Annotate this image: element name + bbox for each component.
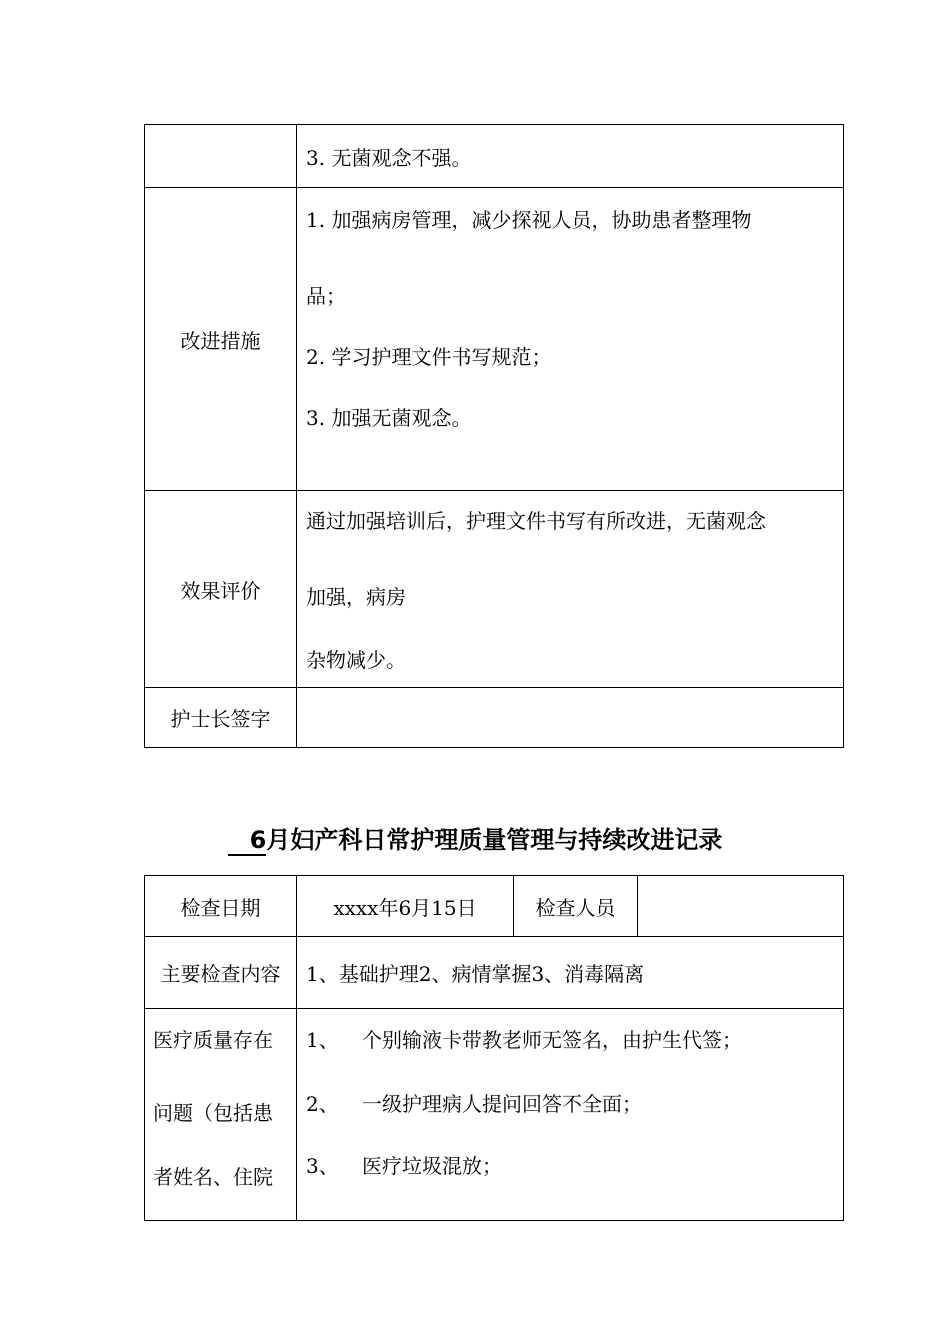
- evaluation-cell: [297, 491, 844, 688]
- title-text: 月妇产科日常护理质量管理与持续改进记录: [266, 826, 723, 854]
- problem-row-1: [306, 1024, 742, 1053]
- record-title: [0, 820, 950, 856]
- records-table-continued: [144, 124, 844, 748]
- evaluation-label: 效果评价: [145, 491, 297, 688]
- content-label: 主要检查内容: [145, 937, 297, 1009]
- measures-line-2: 品；: [306, 284, 346, 308]
- problem-text-1: 个别输液卡带教老师无签名，由护生代签；: [362, 1028, 742, 1052]
- measures-line-3: 2. 学习护理文件书写规范；: [306, 345, 552, 369]
- problem-row-2: [306, 1088, 642, 1117]
- problem-item-3: 3. 无菌观念不强。: [297, 125, 844, 188]
- problem-text-2: 一级护理病人提问回答不全面；: [362, 1092, 642, 1116]
- evaluation-line-1: 通过加强培训后，护理文件书写有所改进，无菌观念: [306, 509, 766, 533]
- row-label-empty: [145, 125, 297, 188]
- date-label: 检查日期: [145, 876, 297, 937]
- problems-label-cell: [145, 1009, 297, 1221]
- problem-text-3: 医疗垃圾混放；: [362, 1154, 502, 1178]
- problem-num-1: 1、: [306, 1028, 339, 1052]
- problems-cell: [297, 1009, 844, 1221]
- problems-label-line-2: 问题（包括患: [153, 1101, 273, 1125]
- measures-line-4: 3. 加强无菌观念。: [306, 406, 472, 430]
- signature-label: 护士长签字: [145, 688, 297, 748]
- problems-label-line-3: 者姓名、住院: [153, 1165, 273, 1189]
- problems-label-line-1: 医疗质量存在: [153, 1028, 273, 1052]
- inspector-label: 检查人员: [514, 876, 638, 937]
- measures-line-1: 1. 加强病房管理，减少探视人员，协助患者整理物: [306, 208, 752, 232]
- problem-num-2: 2、: [306, 1092, 339, 1116]
- month-blank: 6: [228, 826, 267, 856]
- inspection-record-table: [144, 875, 844, 1221]
- measures-label: 改进措施: [145, 188, 297, 491]
- inspector-value[interactable]: [638, 876, 844, 937]
- date-value: xxxx年6月15日: [297, 876, 514, 937]
- evaluation-line-3: 杂物减少。: [306, 648, 406, 672]
- content-value: 1、基础护理2、病情掌握3、消毒隔离: [297, 937, 844, 1009]
- evaluation-line-2: 加强，病房: [306, 585, 406, 609]
- measures-cell: [297, 188, 844, 491]
- problem-row-3: [306, 1150, 502, 1179]
- signature-field[interactable]: [297, 688, 844, 748]
- problem-num-3: 3、: [306, 1154, 339, 1178]
